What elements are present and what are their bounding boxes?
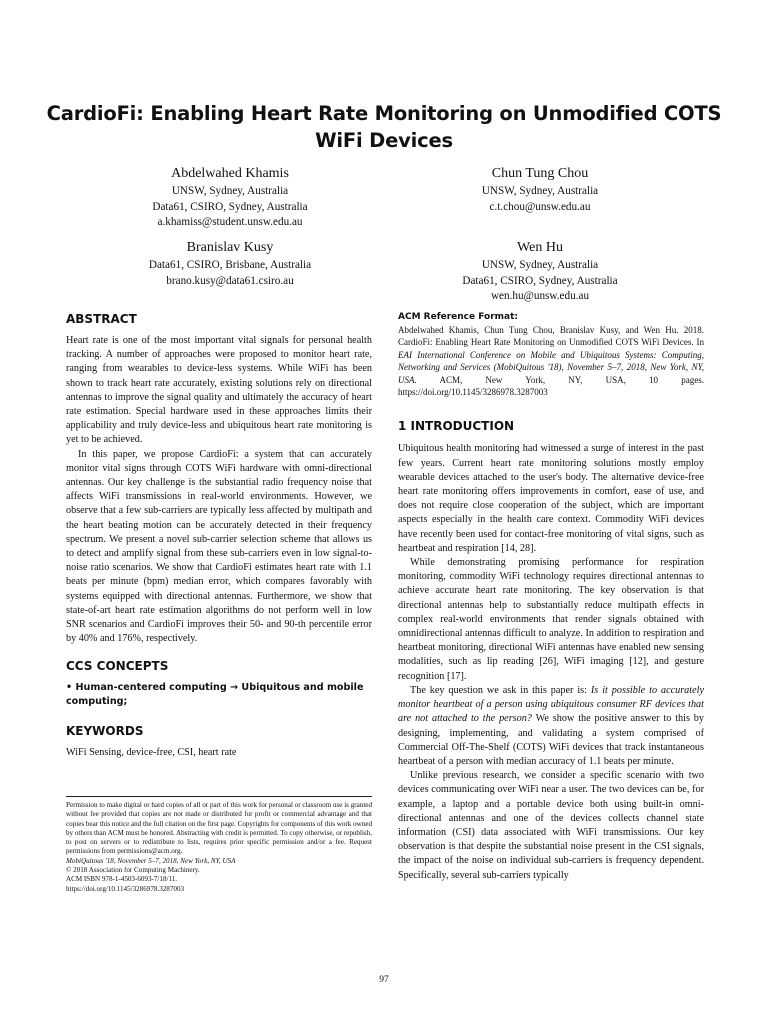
- question-prefix: The key question we ask in this paper is:: [410, 684, 591, 696]
- author-affiliation: UNSW, Sydney, Australia: [481, 185, 599, 197]
- author-affiliation: UNSW, Sydney, Australia: [481, 259, 599, 271]
- author-email: brano.kusy@data61.csiro.au: [166, 274, 294, 287]
- copyright-line: © 2018 Association for Computing Machinery.: [66, 866, 200, 875]
- author-email: c.t.chou@unsw.edu.au: [489, 200, 591, 213]
- venue-line: MobiQuitous '18, November 5–7, 2018, New York, NY, USA: [66, 856, 236, 865]
- author-block: [410, 239, 670, 305]
- acm-reference-suffix: ACM, New York, NY, USA, 10 pages. https://doi.org/10.1145/3286978.3287003: [398, 374, 704, 398]
- keywords-heading: KEYWORDS: [66, 724, 144, 739]
- author-name: Branislav Kusy: [186, 240, 274, 255]
- copyright-footnote: [66, 796, 372, 894]
- ccs-concepts-text: • Human-centered computing → Ubiquitous and mobile computing;: [66, 682, 364, 708]
- author-affiliation: Data61, CSIRO, Sydney, Australia: [152, 200, 308, 213]
- keywords-text: WiFi Sensing, device-free, CSI, heart rate: [66, 747, 237, 759]
- intro-paragraph: [398, 684, 704, 769]
- acm-reference-text: [398, 324, 704, 398]
- question-suffix: We show the positive answer to this by designing, implementing, and validating a system comprised of Commercial Off-The-Shelf (COTS) WiFi devices that track instantaneous heartbeat of a person with median accuracy of 1.1 beats per minute.: [398, 713, 704, 767]
- ccs-heading: CCS CONCEPTS: [66, 659, 169, 674]
- intro-paragraph: While demonstrating promising performance for respiration monitoring, commodity WiFi technology requires directional antennas to achieve accurate heart rate monitoring. The key observation is that directional antennas help to substantially reduce multipath effects in complex real-world environments that render signals obtained with omnidirectional antennas difficult to analyze. In addition to respiration and heartbeat monitoring, directional WiFi antennas have enabled new sensing modalities, such as lip reading [26], WiFi imaging [12], and gesture recognition [17].: [398, 557, 704, 682]
- author-email: wen.hu@unsw.edu.au: [490, 290, 590, 302]
- doi-link[interactable]: https://doi.org/10.1145/3286978.3287003: [66, 884, 185, 893]
- page-number: 97: [379, 975, 389, 985]
- abstract-paragraph: In this paper, we propose CardioFi: a system that can accurately monitor vital signs through COTS WiFi hardware with omni-directional antennas. Our key challenge is the substantial radio frequency noise that affects WiFi transmissions in real-world environments. However, we observe that a few sub-carriers are typically less affected by multipath and the heart beating motion can be accurately detected in their frequency spectrum. We present a novel sub-carrier selection scheme that allows us to detect and amplify signal from these sub-carriers even in low signal-to-noise ratio scenarios. We show that CardioFi estimates heart rate with 1.1 beats per minute (bpm) median error, which compares favorably with systems equipped with directional antennas. Furthermore, we show that state-of-art heart rate estimation algorithms do not perform well in low SNR scenarios and CardioFi improves their 50- and 90-th percentile error by 40% and 176%, respectively.: [66, 448, 372, 645]
- intro-paragraph: Unlike previous research, we consider a specific scenario with two devices communicating over WiFi near a user. The two devices can be, for example, a laptop and a portable device both using built-in omni-directional antennas and one of the devices collects channel state information (CSI) data associated with WiFi transmissions. Our key observation is that despite the substantial noise present in the CSI signals, the impact of the noise on individual sub-carriers is frequency dependent. Specifically, several sub-carriers typically: [398, 770, 704, 881]
- author-affiliation: Data61, CSIRO, Brisbane, Australia: [148, 259, 312, 271]
- key-question: Is it possible to accurately monitor heartbeat of a person using ubiquitous consumer RF devices that are not attached to the person?: [398, 684, 704, 725]
- author-name: Chun Tung Chou: [491, 166, 589, 181]
- acm-reference-venue: EAI International Conference on Mobile and Ubiquitous Systems: Computing, Networking and Services (MobiQuitous '18), November 5–7, 2018, New York, NY, USA.: [398, 349, 704, 385]
- intro-paragraph: Ubiquitous health monitoring had witnessed a surge of interest in the past few years. Current heart rate monitoring solutions mostly employ wearable devices attached to the user's body. The alternative device-free heart rate monitoring offers improvements in comfort, ease of use, and does not require close cooperation of the subject, which are important aspects especially in the health care context. Commodity WiFi devices have recently been used for contact-free monitoring of vital signs, such as heartbeat and respiration [14, 28].: [398, 443, 704, 554]
- right-column: [398, 311, 704, 883]
- author-affiliation: Data61, CSIRO, Sydney, Australia: [462, 274, 618, 287]
- isbn-line: ACM ISBN 978-1-4503-6093-7/18/11.: [66, 875, 178, 884]
- introduction-heading: 1 INTRODUCTION: [398, 419, 515, 434]
- author-name: Abdelwahed Khamis: [171, 166, 289, 181]
- author-email: a.khamiss@student.unsw.edu.au: [157, 216, 303, 228]
- author-affiliation: UNSW, Sydney, Australia: [171, 185, 289, 197]
- author-block: [410, 165, 670, 215]
- abstract-heading: ABSTRACT: [66, 312, 137, 326]
- author-block: [100, 165, 360, 231]
- permission-notice: Permission to make digital or hard copies of all or part of this work for personal or classroom use is granted without fee provided that copies are not made or distributed for profit or commercial advantage and that copies bear this notice and the full citation on the first page. Copyrights for components of this work owned by others than ACM must be honored. Abstracting with credit is permitted. To copy otherwise, or republish, to post on servers or to redistribute to lists, requires prior specific permission and/or a fee. Request permissions from permissions@acm.org.: [66, 801, 372, 856]
- paper-title: CardioFi: Enabling Heart Rate Monitoring on Unmodified COTS WiFi Devices: [46, 102, 722, 152]
- author-name: Wen Hu: [517, 240, 563, 255]
- author-block: [100, 239, 360, 289]
- left-column: [66, 311, 372, 761]
- abstract-paragraph: Heart rate is one of the most important vital signals for personal health tracking. A number of approaches were proposed to monitor heart rate, ranging from wearables to device-less systems. While WiFi has been shown to track heart rate accurately, existing solutions rely on directional antennas to improve the signal quality and ultimately the accuracy of heart rate estimation. Special hardware used in these approaches limits their applicability and truly device-less and ubiquitous heart rate monitoring is yet to be achieved.: [66, 335, 372, 446]
- acm-reference-prefix: Abdelwahed Khamis, Chun Tung Chou, Branislav Kusy, and Wen Hu. 2018. CardioFi: Enabling Heart Rate Monitoring on Unmodified COTS WiFi Devices. In: [398, 325, 704, 348]
- acm-reference-heading: ACM Reference Format:: [398, 312, 518, 322]
